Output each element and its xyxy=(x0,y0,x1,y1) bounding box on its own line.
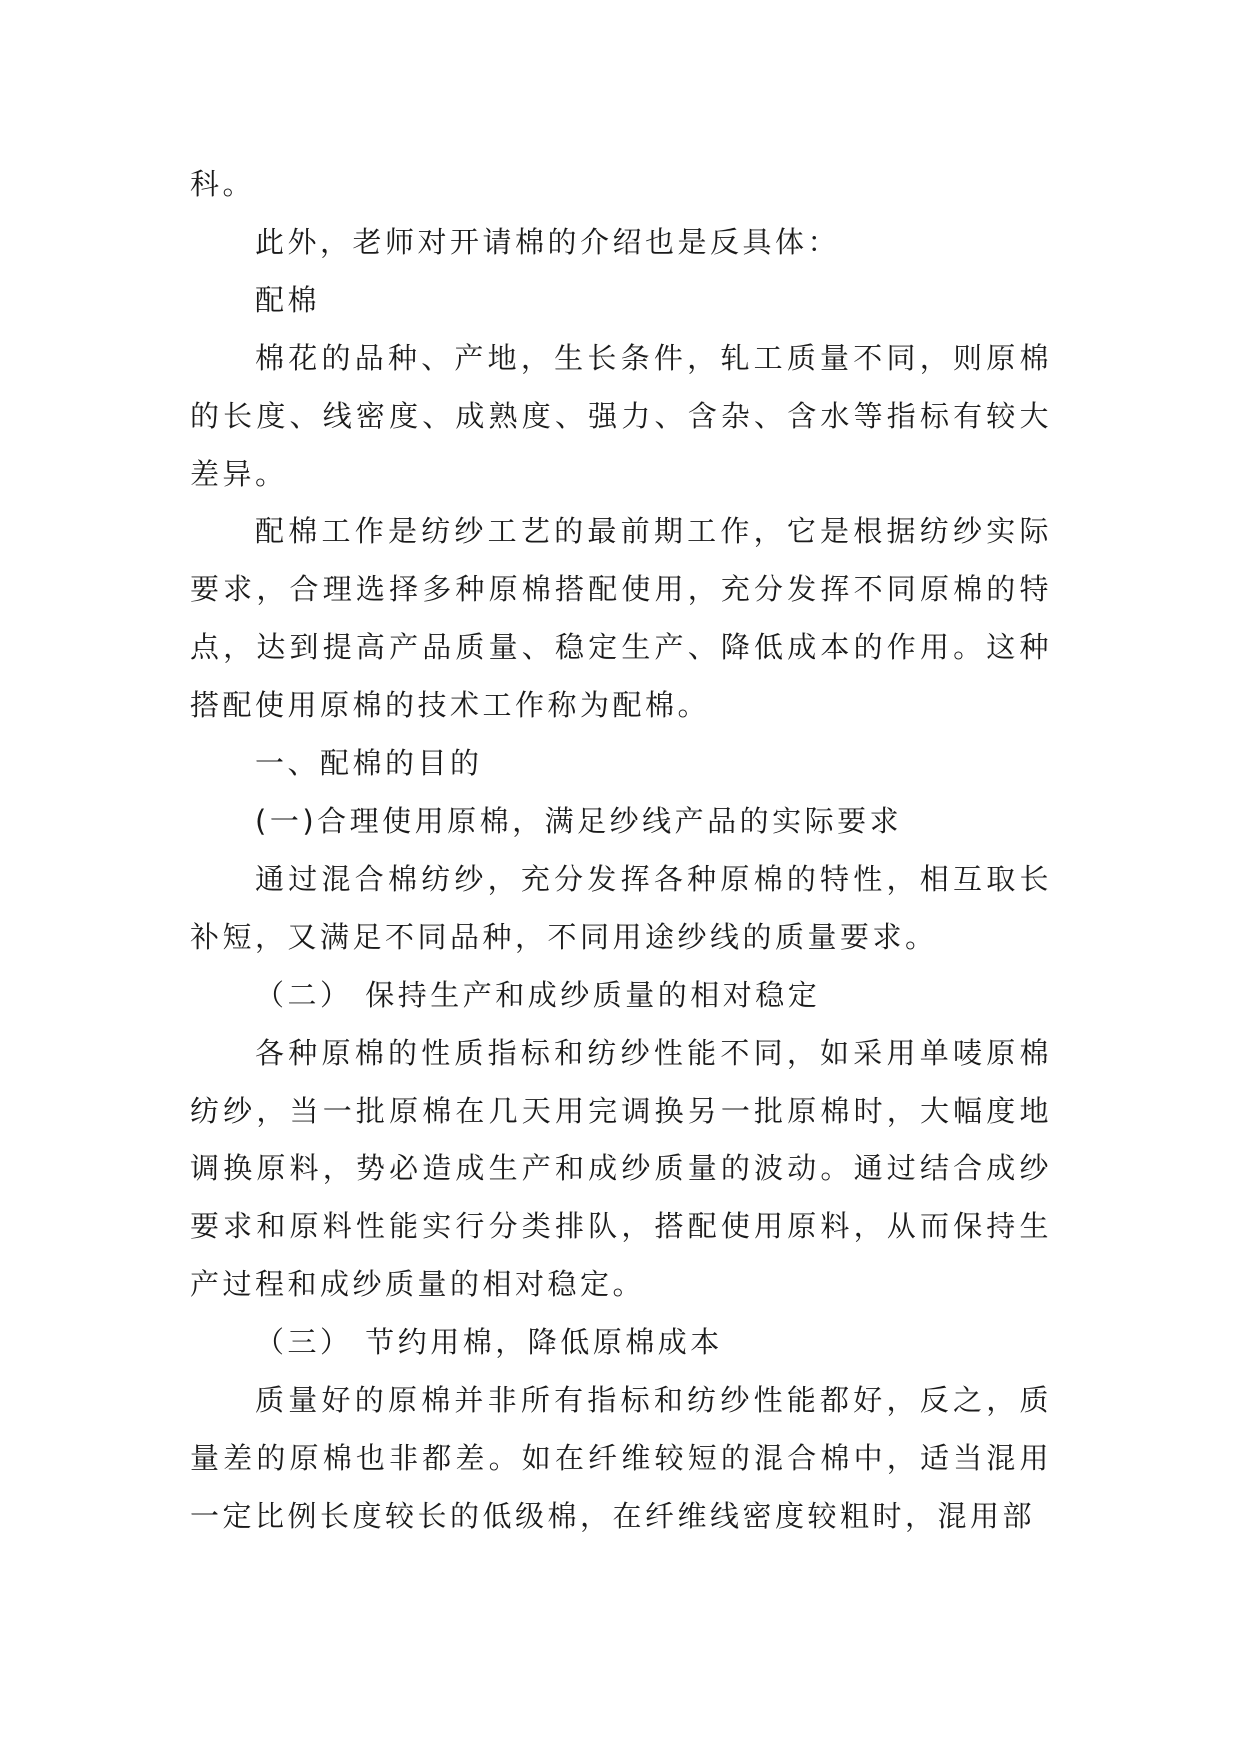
paragraph: 通过混合棉纺纱，充分发挥各种原棉的特性，相互取长补短，又满足不同品种，不同用途纱线的质量要求。 xyxy=(190,861,1052,954)
paragraph: 质量好的原棉并非所有指标和纺纱性能都好，反之，质量差的原棉也非都差。如在纤维较短的混合棉中，适当混用一定比例长度较长的低级棉，在纤维线密度较粗时，混用部 xyxy=(190,1383,1052,1533)
subsection-heading: （三） 节约用棉，降低原棉成本 xyxy=(255,1325,723,1360)
subsection-heading: (一)合理使用原棉，满足纱线产品的实际要求 xyxy=(255,803,903,838)
paragraph: 科。 xyxy=(190,167,256,201)
section-heading: 一、配棉的目的 xyxy=(255,746,483,781)
paragraph: 棉花的品种、产地，生长条件，轧工质量不同，则原棉的长度、线密度、成熟度、强力、含杂、含水等指标有较大差异。 xyxy=(190,340,1052,491)
paragraph: 此外，老师对开请棉的介绍也是反具体： xyxy=(255,224,841,259)
subsection-heading: （二） 保持生产和成纱质量的相对稳定 xyxy=(255,977,821,1012)
section-heading: 配棉 xyxy=(255,282,321,317)
paragraph: 配棉工作是纺纱工艺的最前期工作，它是根据纺纱实际要求，合理选择多种原棉搭配使用，充分发挥不同原棉的特点，达到提高产品质量、稳定生产、降低成本的作用。这种搭配使用原棉的技术工作称为配棉。 xyxy=(190,514,1052,723)
document-body xyxy=(190,156,1052,1546)
paragraph: 各种原棉的性质指标和纺纱性能不同，如采用单唛原棉纺纱，当一批原棉在几天用完调换另一批原棉时，大幅度地调换原料，势必造成生产和成纱质量的波动。通过结合成纱要求和原料性能实行分类排队，搭配使用原料，从而保持生产过程和成纱质量的相对稳定。 xyxy=(190,1035,1052,1302)
